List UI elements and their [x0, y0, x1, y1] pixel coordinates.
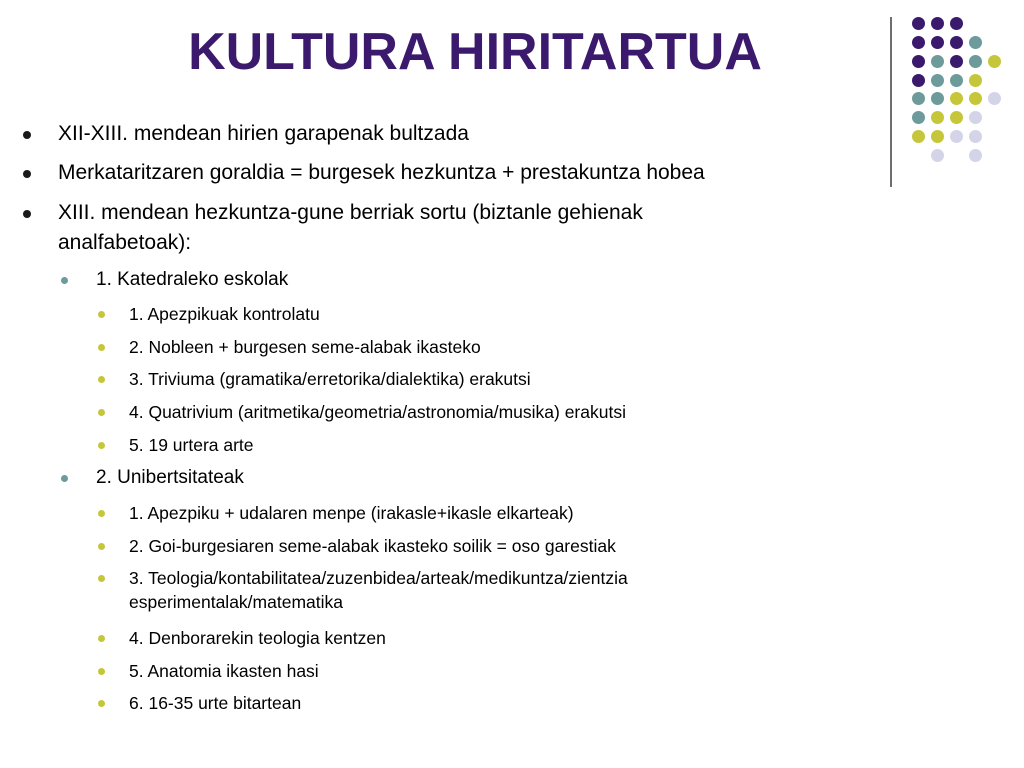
bullet-icon	[98, 311, 105, 318]
list-item	[129, 335, 481, 359]
list-item	[129, 659, 319, 683]
list-item-text: 5. Anatomia ikasten hasi	[129, 661, 319, 681]
list-item	[129, 400, 626, 424]
list-item	[96, 267, 288, 293]
list-item	[129, 566, 628, 614]
bullet-icon	[98, 376, 105, 383]
list-item-text: 2. Unibertsitateak	[96, 467, 244, 488]
bullet-icon	[98, 700, 105, 707]
list-item-text: 5. 19 urtera arte	[129, 435, 254, 455]
list-item-text: 6. 16-35 urte bitartean	[129, 693, 302, 713]
list-item	[58, 198, 643, 258]
list-item-text-line: analfabetoak):	[58, 231, 192, 254]
list-item-text: 2. Goi-burgesiaren seme-alabak ikasteko soilik = oso garestiak	[129, 536, 616, 556]
list-item	[58, 158, 705, 188]
bullet-icon	[98, 635, 105, 642]
list-item-text: 4. Denborarekin teologia kentzen	[129, 628, 386, 648]
bullet-icon	[61, 277, 68, 284]
list-item	[129, 433, 254, 457]
list-item-text-line: 3. Teologia/kontabilitatea/zuzenbidea/arteak/medikuntza/zientzia	[129, 568, 628, 588]
list-item-text: XII-XIII. mendean hirien garapenak bultzada	[58, 122, 469, 145]
list-item	[58, 119, 469, 149]
list-item	[129, 691, 301, 715]
list-item-text: 1. Apezpiku + udalaren menpe (irakasle+ikasle elkarteak)	[129, 503, 574, 523]
list-item	[129, 626, 386, 650]
list-item-text-line: esperimentalak/matematika	[129, 592, 343, 612]
bullet-icon	[98, 575, 105, 582]
list-item	[129, 534, 616, 558]
list-item-text: 1. Katedraleko eskolak	[96, 269, 289, 290]
slide-title: KULTURA HIRITARTUA	[188, 23, 762, 81]
list-item-text: 3. Triviuma (gramatika/erretorika/dialektika) erakutsi	[129, 369, 531, 389]
list-item	[129, 302, 320, 326]
bullet-icon	[61, 475, 68, 482]
list-item-text: Merkataritzaren goraldia = burgesek hezkuntza + prestakuntza hobea	[58, 161, 705, 184]
list-item-text: 1. Apezpikuak kontrolatu	[129, 304, 320, 324]
bullet-icon	[98, 344, 105, 351]
bullet-icon	[23, 210, 31, 218]
bullet-icon	[98, 442, 105, 449]
bullet-icon	[98, 543, 105, 550]
list-item	[129, 367, 531, 391]
bullet-icon	[98, 510, 105, 517]
bullet-icon	[98, 409, 105, 416]
list-item-text: 4. Quatrivium (aritmetika/geometria/astronomia/musika) erakutsi	[129, 402, 626, 422]
bullet-icon	[23, 170, 31, 178]
bullet-icon	[23, 131, 31, 139]
bullet-icon	[98, 668, 105, 675]
list-item	[96, 465, 244, 491]
list-item	[129, 501, 574, 525]
list-item-text-line: XIII. mendean hezkuntza-gune berriak sortu (biztanle gehienak	[58, 201, 643, 224]
list-item-text: 2. Nobleen + burgesen seme-alabak ikasteko	[129, 337, 481, 357]
